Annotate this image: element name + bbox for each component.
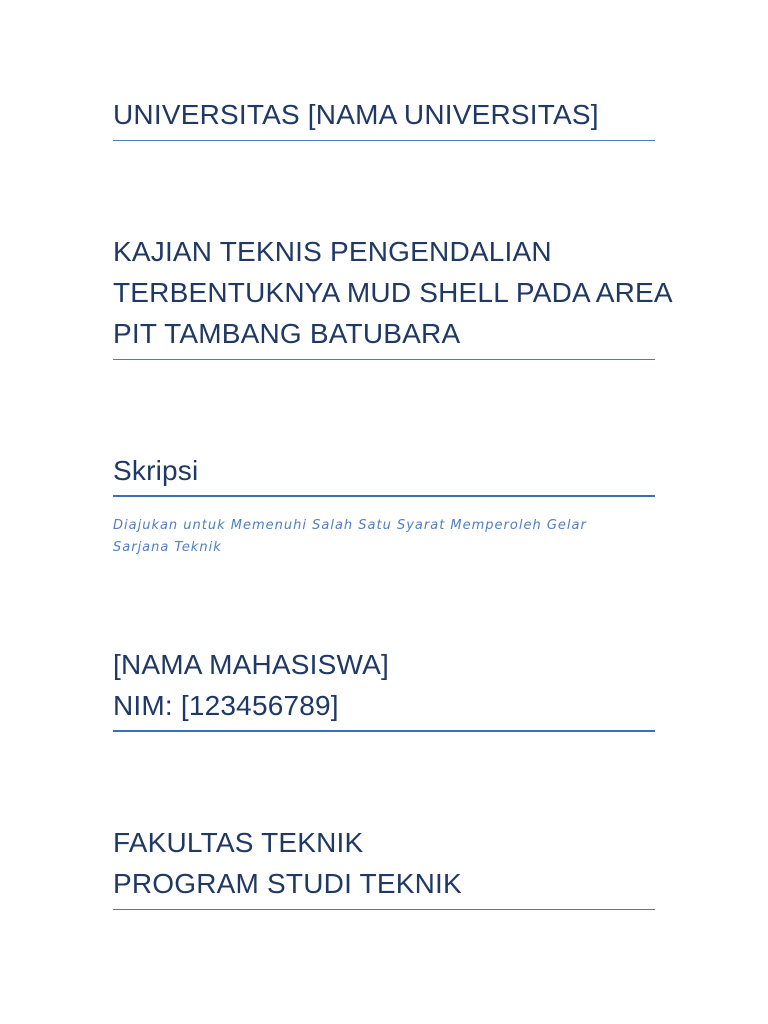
document-type: Skripsi <box>113 455 199 486</box>
purpose-statement: Diajukan untuk Memenuhi Salah Satu Syarat Memperoleh Gelar Sarjana Teknik <box>113 518 587 555</box>
faculty-name: FAKULTAS TEKNIK <box>113 827 364 858</box>
student-nim: NIM: [123456789] <box>113 690 339 721</box>
thesis-title-line: TERBENTUKNYA MUD SHELL PADA AREA <box>113 277 673 308</box>
divider <box>113 495 655 497</box>
student-name: [NAMA MAHASISWA] <box>113 649 389 680</box>
thesis-title <box>113 231 673 354</box>
thesis-title-line: PIT TAMBANG BATUBARA <box>113 318 461 349</box>
thesis-title-line: KAJIAN TEKNIS PENGENDALIAN <box>113 236 552 267</box>
divider <box>113 359 655 360</box>
divider <box>113 140 655 141</box>
faculty-info <box>113 822 655 904</box>
study-program: PROGRAM STUDI TEKNIK <box>113 868 462 899</box>
university-name: UNIVERSITAS [NAMA UNIVERSITAS] <box>113 99 599 130</box>
divider <box>113 909 655 910</box>
student-info <box>113 644 655 726</box>
divider <box>113 730 655 732</box>
